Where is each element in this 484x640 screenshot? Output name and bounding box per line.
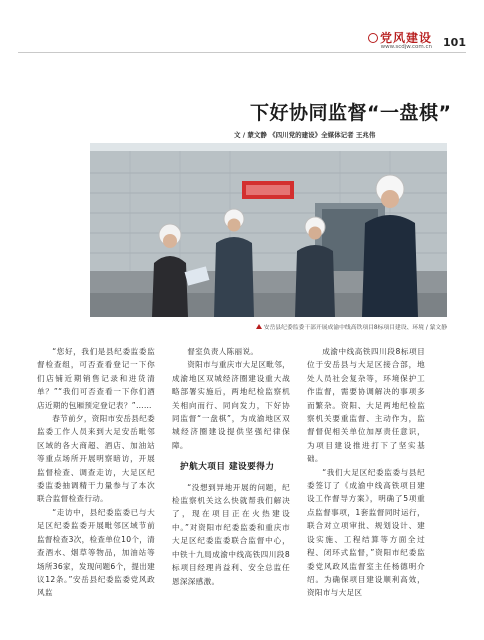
- article-byline: 文 / 蒙文静 《四川党的建设》全媒体记者 王兆伟: [234, 131, 376, 139]
- body-paragraph: 春节前夕，资阳市安岳县纪委监委工作人员来到大足安岳毗邻区域的各大商超、酒店、加油站等重点场所开展明察暗访，开展监督检查、调查走访，大足区纪委监委抽调精干力量参与了本次联合监督检查行动。: [37, 414, 155, 504]
- photo-caption: [256, 322, 447, 331]
- body-paragraph: 督室负责人陈丽说。: [187, 347, 259, 356]
- body-paragraph: “走访中，县纪委监委已与大足区纪委监委开展毗邻区域节前监督检查3次，检查单位10个，清查酒水、烟草等物品，加油站等场所36家，发现问题6个，提出建议12条。”安岳县纪委监委党风政风监: [37, 507, 156, 598]
- photo-caption-text: 安岳县纪委监委干部开展成渝中线高铁项目8标项目建设、环境 / 蒙文静: [263, 325, 447, 331]
- body-paragraph: “没想到异地开展的问题，纪检监察机关这么快就帮我们解决了，现在项目正在火热建设中。”对资阳市纪委监委和重庆市大足区纪委监委联合监督中心，中铁十九局成渝中线高铁四川段8标项目经理肖益利、安全总监任恩深深感激。: [172, 482, 290, 586]
- caption-marker-icon: [256, 324, 262, 329]
- body-paragraph: “您好，我们是县纪委监委监督检查组，可否查看登记一下你们店铺近期销售记录和进货清单？”“我们可否查看一下你们酒店近期的包厢预定登记表？”……: [37, 347, 155, 410]
- article-column-1: [37, 345, 155, 600]
- section-subheading: 护航大项目 建设要得力: [180, 462, 275, 473]
- header-divider: [18, 52, 466, 53]
- article-column-3: [307, 345, 425, 600]
- page-header: [0, 0, 484, 60]
- article-column-2: [172, 345, 290, 588]
- body-paragraph: 资阳市与重庆市大足区毗邻，成渝地区双城经济圈建设重大战略部署实施后，两地纪检监察机关相向而行、同向发力，下好协同监督“一盘棋”，为成渝地区双城经济圈建设提供坚强纪律保障。: [172, 360, 290, 450]
- body-paragraph: “我们大足区纪委监委与县纪委签订了《成渝中线高铁项目建设工作督导方案》，明确了5项重点监督事项，1套监督同时运行，联合对立项审批、规划设计、建设实施、工程结算等方面全过程、闭环式监督，”资阳市纪委监委党风政风监督室主任杨德明介绍。为确保项目建设顺利高效，资阳市与大足区: [307, 467, 425, 598]
- article-title: 下好协同监督“一盘棋”: [250, 102, 452, 124]
- page-number: 101: [443, 36, 466, 49]
- construction-site-photo: [90, 143, 447, 317]
- party-emblem-icon: [368, 33, 378, 43]
- logo-text: 党风建设: [379, 31, 432, 45]
- body-paragraph: 成渝中线高铁四川段8标项目位于安岳县与大足区接合部，地处人员社会复杂等，环境保护工作监督，需要协调解决的事项多而繁杂。资阳、大足两地纪检监察机关要重监督、主动作为，监督督促相关单位加厚责任意识，为项目建设推进打下了坚实基础。: [307, 347, 425, 464]
- site-url: www.scdjw.com.cn: [380, 44, 432, 50]
- article-photo: [90, 143, 447, 317]
